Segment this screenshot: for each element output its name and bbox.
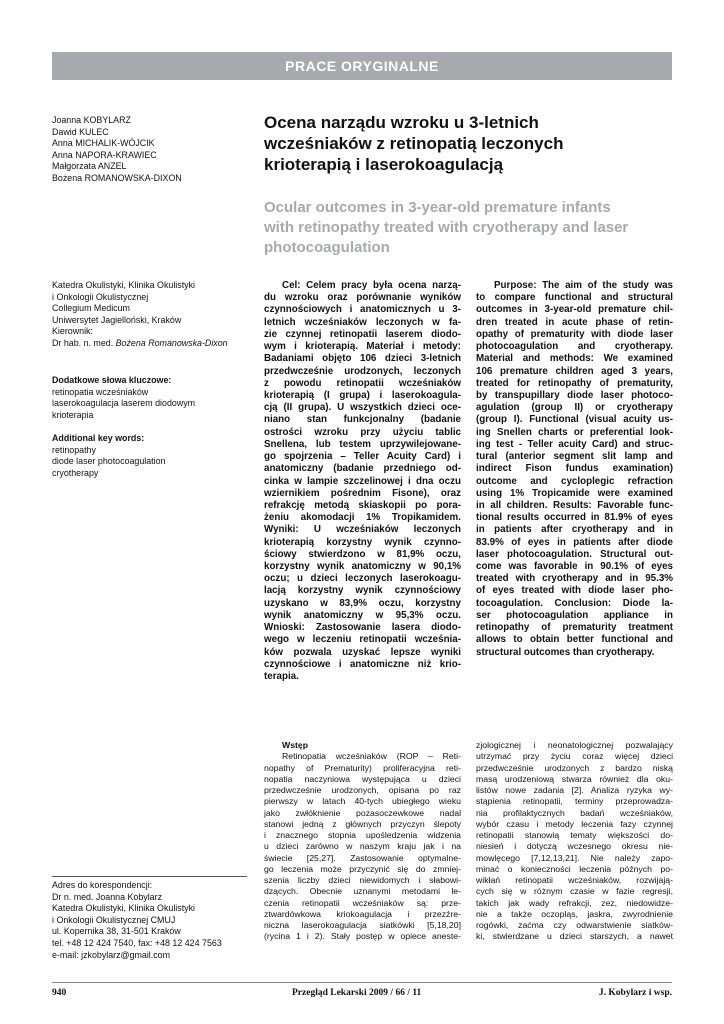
- text-line: zjologicznej i neonatologicznej pozwalający: [476, 740, 673, 750]
- text-line: agulation (group II) or cryotherapy: [476, 402, 673, 414]
- running-authors: J. Kobylarz i wsp.: [598, 988, 672, 998]
- text-line: ing Snellen charts or preferential look-: [476, 426, 673, 438]
- keywords-en: [52, 433, 252, 479]
- text-line: wynik anatomiczny w 95,3% oczu.: [264, 609, 461, 621]
- text-line: rogówki, zaćma czy odwarstwienie siatków-: [476, 920, 673, 930]
- text-line: u dzieci zarówno w naszym kraju jak i na: [264, 841, 461, 852]
- text-line: ków pozwala uzyskać lepsze wyniki: [264, 646, 461, 658]
- article-title-pl: [264, 112, 684, 175]
- text-line: niano stan funkcjonalny (badanie: [264, 414, 461, 426]
- text-line: korzystny wynik anatomiczny w 90,1%: [264, 561, 461, 573]
- text-line: pierwszy w latach 40-tych ubiegłego wieku: [264, 796, 461, 807]
- affiliation-line: Katedra Okulistyki, Klinika Okulistyki: [52, 280, 196, 290]
- text-line: ing test - Teller acuity Card) and struc-: [476, 438, 673, 450]
- text-line: żeniu akomodacji 1% Tropikamidem.: [264, 512, 461, 524]
- correspondence: [52, 880, 252, 961]
- author: Anna NAPORA-KRAWIEC: [52, 149, 157, 160]
- text-line: (rycina 1 i 2). Stały postęp w opiece aneste-: [264, 931, 461, 942]
- abstract-pl: [264, 280, 461, 683]
- text-line: Wyniki: U wcześniaków leczonych: [264, 524, 461, 536]
- page-number: 940: [52, 988, 67, 998]
- text-line: nopatia naczyniowa występująca u dzieci: [264, 773, 461, 784]
- introduction-column-1: [264, 740, 461, 943]
- correspondence-email: e-mail: jzkobylarz@gmail.com: [52, 949, 171, 960]
- affiliation: [52, 280, 252, 350]
- text-line: Purpose: The aim of the study was: [494, 280, 673, 291]
- title-line: krioterapią i laserokoagulacją: [264, 155, 504, 174]
- text-line: przedwcześnie urodzonych, opisana po raz: [264, 785, 461, 795]
- text-line: 106 premature children aged 3 years,: [476, 365, 673, 377]
- text-line: minać o konieczności leczenia późnych po-: [476, 863, 673, 874]
- section-banner: [52, 52, 672, 80]
- introduction-column-2: [476, 740, 673, 943]
- text-line: retinopathy of prematurity treatment: [476, 622, 673, 634]
- affiliation-line: i Onkologii Okulistycznej: [52, 291, 149, 302]
- text-line: indirect Fison fundus examination): [476, 463, 673, 475]
- footer-divider: [52, 982, 672, 983]
- text-line: in patients after cryotherapy and in: [476, 524, 673, 536]
- title-line: with retinopathy treated with cryotherapy and laser: [264, 219, 629, 236]
- text-line: oczu; u dzieci leczonych laserokoagu-: [264, 573, 461, 585]
- text-line: czynnościowe i anatomiczne niż krio-: [264, 658, 461, 670]
- author: Anna MICHALIK-WÓJCIK: [52, 138, 155, 149]
- text-line: nopathy of Prematurity) proliferacyjna reti-: [264, 762, 461, 773]
- text-line: letnich wcześniaków leczonych w fa-: [264, 316, 461, 328]
- text-line: allows to obtain better functional and: [476, 634, 673, 646]
- text-line: wikłań retinopatii wcześniaków, rozwijają-: [476, 875, 673, 885]
- text-line: laser photocoagulation. Structural out-: [476, 548, 673, 560]
- text-line: nie a także oczopląs, jaskra, zwyrodnienie: [476, 908, 673, 919]
- journal-citation: Przegląd Lekarski 2009 / 66 / 11: [292, 988, 422, 998]
- correspondence-line: ul. Kopernika 38, 31-501 Kraków: [52, 926, 181, 937]
- text-line: 83.9% of eyes in patients after diode: [476, 536, 673, 548]
- keywords-pl: [52, 375, 252, 421]
- text-line: cych się w różnym czasie w fazie regresji,: [476, 886, 673, 897]
- text-line: przedwcześnie urodzonych, leczonych: [264, 365, 461, 377]
- text-line: uzyskano w 83,9% oczu, korzystny: [264, 597, 461, 609]
- keyword: laserokoagulacja laserem diodowym: [52, 398, 196, 409]
- section-label: PRACE ORYGINALNE: [285, 58, 439, 74]
- affiliation-line: Kierownik:: [52, 326, 93, 337]
- affiliation-line: Collegium Medicum: [52, 303, 130, 314]
- text-line: stąpienia retinopatii, terminy przeprowadza-: [476, 796, 673, 807]
- text-line: ściowy stwierdzono w 81,9% oczu,: [264, 548, 461, 560]
- keywords-pl-heading: Dodatkowe słowa kluczowe:: [52, 375, 172, 385]
- text-line: czenia retinopatii wcześniaków są: prze-: [264, 897, 461, 908]
- text-line: stanowi jedną z głównych przyczyn ślepoty: [264, 818, 461, 829]
- text-line: terapia.: [264, 671, 299, 682]
- text-line: i znacznego stopnia upośledzenia widzenia: [264, 830, 461, 840]
- text-line: ztwardówkowa kriokoagulacja i przezźre-: [264, 908, 461, 919]
- text-line: anatomiczny (badanie przedniego od-: [264, 463, 461, 475]
- text-line: outcome and cycloplegic refraction: [476, 475, 673, 487]
- correspondence-line: i Onkologii Okulistycznej CMUJ: [52, 914, 176, 925]
- text-line: of eyes treated with diode laser pho-: [476, 585, 673, 597]
- text-line: dren treated in acute phase of retin-: [476, 316, 673, 328]
- text-line: czynnościowych i anatomicznych u 3-: [264, 304, 461, 316]
- text-line: tocoagulation. Conclusion: Diode la-: [476, 597, 673, 609]
- correspondence-divider: [52, 876, 247, 877]
- text-line: opathy of prematurity with diode laser: [476, 328, 673, 340]
- text-line: krioterapią korzystny wynik czynno-: [264, 536, 461, 548]
- text-line: structural outcomes than cryotherapy.: [476, 646, 655, 658]
- text-line: retinopatii stanowią tematy większości do-: [476, 830, 673, 840]
- text-line: in all children. Results: Favorable func-: [476, 499, 673, 511]
- text-line: to compare functional and structural: [476, 292, 673, 304]
- text-line: by transpupillary diode laser photoco-: [476, 389, 673, 401]
- text-line: Cel: Celem pracy była ocena narzą-: [282, 280, 461, 291]
- head-prefix: Dr hab. n. med.: [52, 337, 116, 348]
- text-line: Material and methods: We examined: [476, 353, 673, 365]
- keyword: retinopathy: [52, 444, 96, 455]
- correspondence-line: Adres do korespondencji:: [52, 880, 153, 890]
- author: Małgorzata ANZEL: [52, 161, 127, 172]
- text-line: takich jak wady refrakcji, zez, niedowidze-: [476, 897, 673, 908]
- correspondence-line: Katedra Okulistyki, Klinika Okulistyki: [52, 903, 196, 914]
- text-line: ser photocoagulation appliance in: [476, 609, 673, 621]
- title-line: photocoagulation: [264, 239, 390, 256]
- title-line: Ocular outcomes in 3-year-old premature infants: [264, 199, 611, 216]
- text-line: świecie [25,27]. Zastosowanie optymalne-: [264, 852, 461, 863]
- text-line: szenia liczby dzieci niewidomych i słabowi-: [264, 875, 461, 885]
- text-line: wybór czasu i metody leczenia fazy czynnej: [476, 818, 673, 829]
- text-line: come was favorable in 90.1% of eyes: [476, 561, 673, 573]
- text-line: outcomes in 3-year-old premature chil-: [476, 304, 673, 316]
- affiliation-line: Uniwersytet Jagielloński, Kraków: [52, 314, 182, 325]
- text-line: wziernikiem pośrednim Fisone), oraz: [264, 487, 461, 499]
- text-line: ki, stwierdzane u dzieci starszych, a nawet: [476, 931, 673, 942]
- text-line: zie czynnej retinopatii laserem diodo-: [264, 328, 461, 340]
- correspondence-line: Dr n. med. Joanna Kobylarz: [52, 891, 163, 902]
- author: Bożena ROMANOWSKA-DIXON: [52, 172, 182, 183]
- text-line: refrakcję metodą skiaskopii po pora-: [264, 499, 461, 511]
- text-line: dzących. Obecnie uznanymi metodami le-: [264, 886, 461, 897]
- text-line: go leczenia może przyczynić się do zmniej-: [264, 863, 461, 874]
- text-line: photocoagulation and cryotherapy.: [476, 341, 673, 353]
- text-line: tional results occurred in 81.9% of eyes: [476, 512, 673, 524]
- title-line: wcześniaków z retinopatią leczonych: [264, 134, 564, 153]
- text-line: krioterapią (I grupa) i laserokoagula-: [264, 389, 461, 401]
- author: Joanna KOBYLARZ: [52, 115, 131, 125]
- keywords-en-heading: Additional key words:: [52, 433, 145, 443]
- author: Dawid KULEC: [52, 126, 109, 137]
- text-line: du wzroku oraz porównanie wyników: [264, 292, 461, 304]
- text-line: Wnioski: Zastosowanie lasera diodo-: [264, 622, 461, 634]
- head-name: Bożena Romanowska-Dixon: [115, 337, 228, 348]
- text-line: przedwcześnie urodzonych z bardzo niską: [476, 762, 673, 773]
- keyword: cryotherapy: [52, 467, 99, 478]
- text-line: z powodu retinopatii wcześniaków: [264, 377, 461, 389]
- text-line: jako zwłóknienie pozasoczewkowe nadal: [264, 807, 461, 818]
- section-heading: Wstęp: [282, 740, 309, 750]
- text-line: niczna laserokoagulacja siatkówki [5,18,20]: [264, 920, 461, 930]
- keyword: retinopatia wcześniaków: [52, 386, 149, 397]
- text-line: ostrości wzroku przy użyciu tablic: [264, 426, 461, 438]
- article-title-en: [264, 198, 684, 258]
- text-line: Badaniami objęto 106 dzieci 3-letnich: [264, 353, 461, 365]
- text-line: using 1% Tropicamide were examined: [476, 487, 673, 499]
- text-line: Retinopatia wcześniaków (ROP – Reti-: [282, 751, 461, 762]
- text-line: listów nowe zadania [2]. Analiza ryzyka wy-: [476, 785, 673, 795]
- text-line: cinka w lampie szczelinowej i dna oczu: [264, 475, 461, 487]
- text-line: Snellena, lub testem uprzywilejowane-: [264, 438, 461, 450]
- keyword: krioterapia: [52, 409, 94, 420]
- text-line: utrzymać przy życiu coraz więcej dzieci: [476, 751, 673, 762]
- department-head: [52, 338, 252, 350]
- correspondence-line: tel. +48 12 424 7540, fax: +48 12 424 7563: [52, 937, 222, 948]
- abstract-en: [476, 280, 673, 659]
- text-line: wego w leczeniu retinopatii wcześnia-: [264, 634, 461, 646]
- title-line: Ocena narządu wzroku u 3-letnich: [264, 113, 539, 132]
- text-line: niesień i dotyczą wczesnego okresu nie-: [476, 841, 673, 852]
- keyword: diode laser photocoagulation: [52, 456, 166, 467]
- text-line: nia profilaktycznych badań wcześniaków,: [476, 807, 673, 818]
- text-line: tural (anterior segment slit lamp and: [476, 451, 673, 463]
- text-line: (group I). Functional (visual acuity us-: [476, 414, 673, 426]
- text-line: treated for retinopathy of prematurity,: [476, 377, 673, 389]
- author-list: [52, 115, 252, 185]
- text-line: mowlęcego [7,12,13,21]. Nie należy zapo-: [476, 852, 673, 863]
- text-line: wym i krioterapią. Materiał i metody:: [264, 341, 461, 353]
- text-line: treated with cryotherapy and in 95.3%: [476, 573, 673, 585]
- text-line: go spojrzenia – Teller Acuity Card) i: [264, 451, 461, 463]
- text-line: cją (II grupa). U wszystkich dzieci oce-: [264, 402, 461, 414]
- text-line: lacją korzystny wynik czynnościowy: [264, 585, 461, 597]
- text-line: masą urodzeniową stwarza również dla oku-: [476, 773, 673, 784]
